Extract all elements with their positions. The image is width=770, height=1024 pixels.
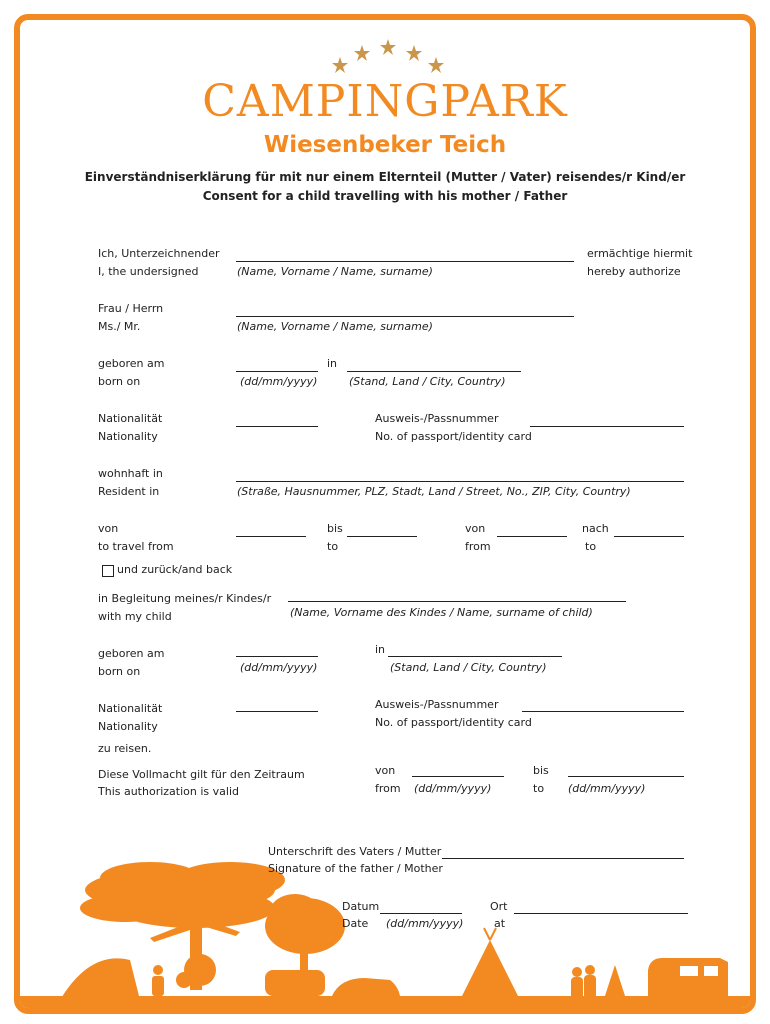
date-hint: (dd/mm/yyyy)	[240, 375, 318, 388]
document-frame	[14, 14, 756, 1014]
date-hint-2: (dd/mm/yyyy)	[240, 661, 318, 674]
resident-label-de: wohnhaft in	[98, 467, 163, 480]
return-from-field[interactable]	[497, 536, 567, 537]
in-label: in	[327, 357, 338, 370]
passport-field[interactable]	[530, 426, 684, 427]
star-icon	[380, 39, 396, 55]
child-nationality-label-en: Nationality	[98, 720, 158, 733]
sign-date-hint: (dd/mm/yyyy)	[386, 917, 464, 930]
child-name-field[interactable]	[288, 601, 626, 602]
place-label-de: Ort	[490, 900, 508, 913]
address-field[interactable]	[236, 481, 684, 482]
address-hint: (Straße, Hausnummer, PLZ, Stadt, Land / Street, No., ZIP, City, Country)	[237, 485, 631, 498]
undersigned-label-en: I, the undersigned	[98, 265, 199, 278]
brand-subtitle: Wiesenbeker Teich	[263, 132, 507, 158]
travel-to-field[interactable]	[347, 536, 417, 537]
resident-label-en: Resident in	[98, 485, 160, 498]
brand-name: CAMPINGPARK	[202, 76, 568, 127]
signature-field[interactable]	[442, 858, 684, 859]
star-icon	[406, 45, 422, 61]
born-label-en: born on	[98, 375, 141, 388]
sign-date-field[interactable]	[380, 913, 462, 914]
child-born-label-en: born on	[98, 665, 141, 678]
undersigned-name-field[interactable]	[236, 261, 574, 262]
return-to-field[interactable]	[614, 536, 684, 537]
valid-from-label-en: from	[375, 782, 401, 795]
valid-to-hint: (dd/mm/yyyy)	[568, 782, 646, 795]
child-nationality-field[interactable]	[236, 711, 318, 712]
date-label-de: Datum	[342, 900, 380, 913]
title-en: Consent for a child travelling with his mother / Father	[202, 189, 568, 203]
born-label-de: geboren am	[98, 357, 165, 370]
child-passport-label-de: Ausweis-/Passnummer	[375, 698, 499, 711]
authorize-label-de: ermächtige hiermit	[587, 247, 693, 260]
return-to-label-en: to	[585, 540, 597, 553]
birth-date-field[interactable]	[236, 371, 318, 372]
valid-to-field[interactable]	[568, 776, 684, 777]
star-icon	[428, 57, 444, 73]
return-from-label-de: von	[465, 522, 486, 535]
return-from-label-en: from	[465, 540, 491, 553]
nationality-field[interactable]	[236, 426, 318, 427]
sign-place-field[interactable]	[514, 913, 688, 914]
name-hint: (Name, Vorname / Name, surname)	[237, 265, 433, 278]
travel-from-label-en: to travel from	[98, 540, 174, 553]
place-label-en: at	[494, 917, 506, 930]
return-to-label-de: nach	[582, 522, 609, 535]
child-passport-field[interactable]	[522, 711, 684, 712]
child-birth-place-field[interactable]	[388, 656, 562, 657]
and-back-checkbox[interactable]	[102, 565, 114, 577]
valid-from-hint: (dd/mm/yyyy)	[414, 782, 492, 795]
travel-from-label-de: von	[98, 522, 119, 535]
name-hint-2: (Name, Vorname / Name, surname)	[237, 320, 433, 333]
and-back-label: und zurück/and back	[117, 563, 233, 576]
star-rating-icons	[332, 38, 452, 78]
place-hint-2: (Stand, Land / City, Country)	[390, 661, 547, 674]
validity-label-de: Diese Vollmacht gilt für den Zeitraum	[98, 768, 305, 781]
parent-name-field[interactable]	[236, 316, 574, 317]
valid-to-label-en: to	[533, 782, 545, 795]
authorize-label-en: hereby authorize	[587, 265, 681, 278]
undersigned-label-de: Ich, Unterzeichnender	[98, 247, 220, 260]
child-label-de: in Begleitung meines/r Kindes/r	[98, 592, 272, 605]
valid-from-field[interactable]	[412, 776, 504, 777]
passport-label-en: No. of passport/identity card	[375, 430, 532, 443]
frau-herrn-label-de: Frau / Herrn	[98, 302, 164, 315]
signature-label-en: Signature of the father / Mother	[268, 862, 443, 875]
validity-label-en: This authorization is valid	[98, 785, 239, 798]
passport-label-de: Ausweis-/Passnummer	[375, 412, 499, 425]
zu-reisen-text: zu reisen.	[98, 742, 152, 755]
nationality-label-en: Nationality	[98, 430, 158, 443]
date-label-en: Date	[342, 917, 369, 930]
child-born-label-de: geboren am	[98, 647, 165, 660]
birth-place-field[interactable]	[347, 371, 521, 372]
travel-to-label-en: to	[327, 540, 339, 553]
nationality-label-de: Nationalität	[98, 412, 163, 425]
frau-herrn-label-en: Ms./ Mr.	[98, 320, 141, 333]
title-de: Einverständniserklärung für mit nur einem Elternteil (Mutter / Vater) reisendes/r Kind/er	[84, 170, 686, 184]
star-icon	[332, 57, 348, 73]
child-birth-date-field[interactable]	[236, 656, 318, 657]
child-label-en: with my child	[98, 610, 172, 623]
signature-label-de: Unterschrift des Vaters / Mutter	[268, 845, 442, 858]
valid-to-label-de: bis	[533, 764, 549, 777]
valid-from-label-de: von	[375, 764, 396, 777]
child-passport-label-en: No. of passport/identity card	[375, 716, 532, 729]
travel-to-label-de: bis	[327, 522, 343, 535]
star-icon	[354, 45, 370, 61]
travel-from-field[interactable]	[236, 536, 306, 537]
child-nationality-label-de: Nationalität	[98, 702, 163, 715]
in-label-2: in	[375, 643, 386, 656]
child-hint: (Name, Vorname des Kindes / Name, surname of child)	[290, 606, 593, 619]
place-hint: (Stand, Land / City, Country)	[349, 375, 506, 388]
